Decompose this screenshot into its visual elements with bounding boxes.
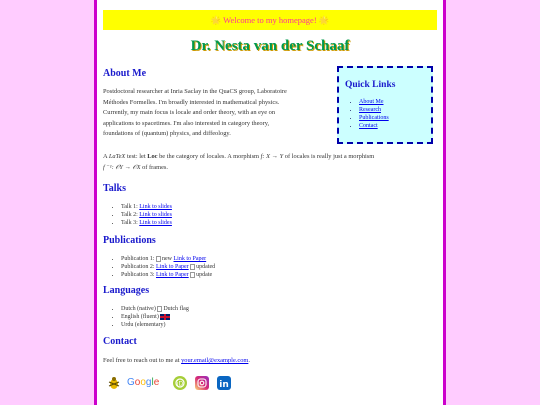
- about-line: foundations of (quantum) physics, and diffeology.: [103, 130, 231, 138]
- list-item: [121, 305, 189, 313]
- social-icons-row: [105, 376, 245, 394]
- publication-link[interactable]: Link to Paper: [156, 272, 189, 278]
- publications-list: [103, 255, 215, 279]
- quick-link-contact[interactable]: Contact: [359, 123, 378, 129]
- about-line: applications to spacetimes. I'm also interested in category theory,: [103, 119, 270, 127]
- list-item: [359, 122, 389, 130]
- quick-links-box: [337, 66, 433, 144]
- list-item: [121, 219, 172, 227]
- svg-text:iD: iD: [176, 380, 184, 388]
- broken-image-icon: [157, 306, 162, 312]
- page-title: Dr. Nesta van der Schaaf: [190, 38, 350, 54]
- contact-text: Feel free to reach out to me at: [103, 357, 180, 364]
- uk-flag-icon: [160, 314, 170, 320]
- talk-label: Talk 3:: [121, 220, 138, 226]
- about-line: Méthodes Formelles. I'm broadly interested in mathematical physics.: [103, 98, 280, 106]
- contact-heading: Contact: [103, 336, 137, 347]
- latex-text: of frames.: [142, 163, 168, 171]
- about-paragraph: [103, 87, 335, 140]
- dutch-flag-alt: Dutch flag: [163, 306, 189, 312]
- new-badge: new: [162, 256, 172, 262]
- orcid-icon[interactable]: [173, 376, 187, 390]
- publications-heading: Publications: [103, 235, 156, 246]
- list-item: [359, 114, 389, 122]
- contact-paragraph: [103, 356, 433, 367]
- latex-loc: Loc: [147, 153, 158, 160]
- list-item: [359, 106, 389, 114]
- languages-list: [103, 305, 189, 329]
- update-badge: update: [196, 272, 213, 278]
- star-icon: 🌟: [210, 15, 222, 25]
- latex-math: f ⁻¹: 𝒪Y → 𝒪X: [103, 163, 141, 171]
- list-item: [121, 255, 215, 263]
- broken-image-icon: [190, 272, 195, 278]
- page-container: [94, 0, 446, 405]
- latex-prefix: A: [103, 153, 108, 160]
- latex-math: f: X → Y: [260, 153, 284, 160]
- about-heading: About Me: [103, 68, 147, 79]
- broken-image-icon: [156, 256, 161, 262]
- linkedin-icon[interactable]: [217, 376, 231, 390]
- language-text: English (fluent): [121, 314, 159, 320]
- talk-label: Talk 1:: [121, 204, 138, 210]
- talk-link[interactable]: Link to slides: [139, 204, 172, 210]
- talk-link[interactable]: Link to slides: [139, 220, 172, 226]
- talk-label: Talk 2:: [121, 212, 138, 218]
- languages-heading: Languages: [103, 285, 150, 296]
- publication-label: Publication 1:: [121, 256, 155, 262]
- list-item: [121, 313, 189, 321]
- list-item: [359, 98, 389, 106]
- talk-link[interactable]: Link to slides: [139, 212, 172, 218]
- star-icon: 🌟: [318, 15, 330, 25]
- language-text: Dutch (native): [121, 306, 156, 312]
- talks-list: [103, 203, 172, 227]
- publication-label: Publication 3:: [121, 272, 155, 278]
- banner-text: Welcome to my homepage!: [223, 15, 317, 25]
- list-item: [121, 321, 189, 329]
- publication-link[interactable]: Link to Paper: [173, 256, 207, 262]
- publication-link[interactable]: Link to Paper: [156, 264, 189, 270]
- welcome-banner: [103, 10, 437, 30]
- quick-link-about[interactable]: About Me: [359, 99, 384, 105]
- quick-links-list: [345, 98, 389, 130]
- latex-test-paragraph: [103, 152, 439, 173]
- latex-text: test: let: [126, 153, 146, 160]
- about-line: Currently, my main focus is locale and order theory, with an eye on: [103, 109, 276, 117]
- email-link[interactable]: your.email@example.com: [181, 357, 249, 364]
- list-item: [121, 263, 215, 271]
- svg-text:in: in: [219, 380, 229, 390]
- instagram-icon[interactable]: [195, 376, 209, 390]
- latex-text: of locales is really just a morphism: [284, 153, 375, 160]
- about-line: Postdoctoral researcher at Inria Saclay in the QuaCS group, Laboratoire: [103, 88, 287, 95]
- contact-suffix: .: [248, 357, 250, 364]
- list-item: [121, 271, 215, 279]
- latex-text: be the category of locales. A morphism: [159, 153, 260, 160]
- updated-badge: updated: [196, 264, 216, 270]
- quick-link-research[interactable]: Research: [359, 107, 381, 113]
- talks-heading: Talks: [103, 183, 126, 194]
- list-item: [121, 203, 172, 211]
- latex-logo: LaTeX: [108, 153, 126, 160]
- list-item: [121, 211, 172, 219]
- quick-links-heading: Quick Links: [345, 80, 396, 90]
- publication-label: Publication 2:: [121, 264, 155, 270]
- google-scholar-icon[interactable]: Google: [127, 377, 160, 388]
- quick-link-publications[interactable]: Publications: [359, 115, 389, 121]
- bug-icon[interactable]: [107, 376, 121, 390]
- broken-image-icon: [190, 264, 195, 270]
- language-text: Urdu (elementary): [121, 322, 166, 328]
